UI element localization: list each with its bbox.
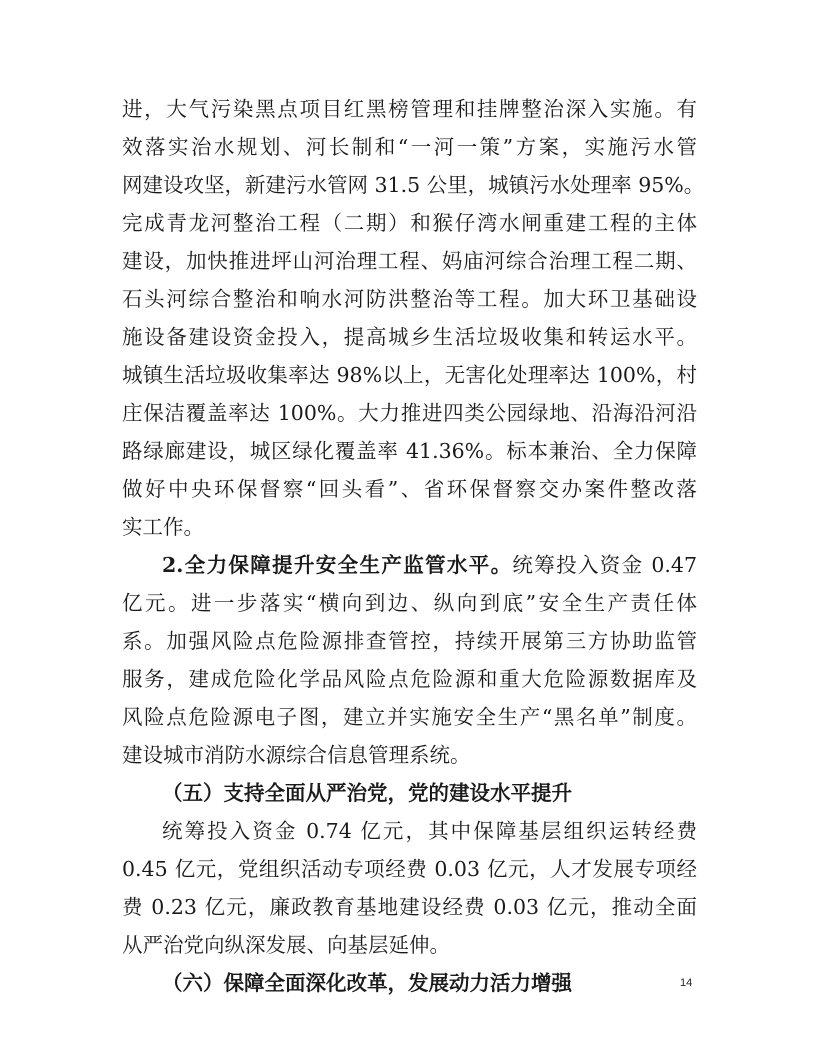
- text-line: 亿元。进一步落实“横向到边、纵向到底”安全生产责任体: [122, 591, 697, 615]
- text-line: 进，大气污染黑点项目红黑榜管理和挂牌整治深入实施。有: [122, 97, 697, 121]
- text-line: 0.45 亿元，党组织活动专项经费 0.03 亿元，人才发展专项经: [122, 857, 697, 881]
- section-heading: （六）保障全面深化改革，发展动力活力增强: [162, 971, 572, 995]
- text-line: 从严治党向纵深发展、向基层延伸。: [122, 933, 450, 957]
- text-line: 施设备建设资金投入，提高城乡生活垃圾收集和转运水平。: [122, 325, 697, 349]
- paragraph-first-line: [162, 552, 697, 578]
- text-line: 完成青龙河整治工程（二期）和猴仔湾水闸重建工程的主体: [122, 211, 697, 235]
- text-line: 效落实治水规划、河长制和“一河一策”方案，实施污水管: [122, 135, 697, 159]
- text-line: 做好中央环保督察“回头看”、省环保督察交办案件整改落: [122, 477, 697, 501]
- text-line: 庄保洁覆盖率达 100%。大力推进四类公园绿地、沿海沿河沿: [122, 401, 697, 425]
- text-line: 石头河综合整治和响水河防洪整治等工程。加大环卫基础设: [122, 287, 697, 311]
- text-span: 统筹投入资金 0.47: [512, 553, 697, 577]
- section-heading: （五）支持全面从严治党，党的建设水平提升: [162, 781, 572, 805]
- text-line: 建设城市消防水源综合信息管理系统。: [122, 743, 471, 767]
- text-line: 实工作。: [122, 515, 204, 539]
- text-line: 费 0.23 亿元，廉政教育基地建设经费 0.03 亿元，推动全面: [122, 895, 697, 919]
- text-line: 服务，建成危险化学品风险点危险源和重大危险源数据库及: [122, 667, 697, 691]
- page-number: 14: [680, 977, 693, 989]
- text-line: 路绿廊建设，城区绿化覆盖率 41.36%。标本兼治、全力保障: [122, 439, 697, 463]
- text-line: 统筹投入资金 0.74 亿元，其中保障基层组织运转经费: [162, 819, 697, 843]
- text-line: 建设，加快推进坪山河治理工程、妈庙河综合治理工程二期、: [122, 249, 697, 273]
- text-line: 系。加强风险点危险源排查管控，持续开展第三方协助监管: [122, 629, 697, 653]
- text-line: 风险点危险源电子图，建立并实施安全生产“黑名单”制度。: [122, 705, 697, 729]
- text-line: 网建设攻坚，新建污水管网 31.5 公里，城镇污水处理率 95%。: [122, 173, 705, 197]
- paragraph-heading: 2.全力保障提升安全生产监管水平。: [162, 553, 513, 577]
- text-line: 城镇生活垃圾收集率达 98%以上，无害化处理率达 100%，村: [122, 363, 697, 387]
